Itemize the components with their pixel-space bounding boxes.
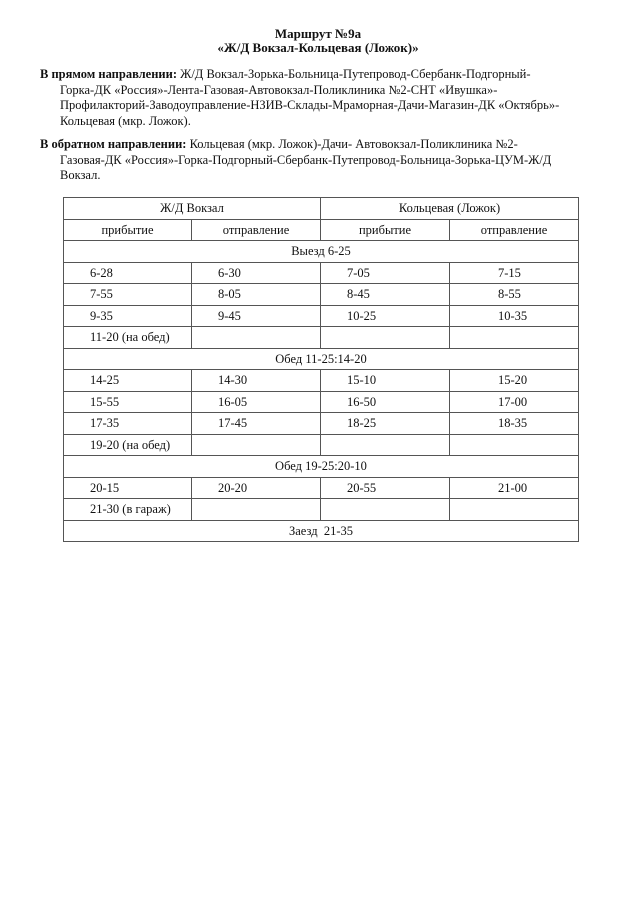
lunch-cell-1: Обед 11-25:14-20: [64, 348, 579, 370]
time-value: 21-00: [498, 480, 528, 495]
table-row: [64, 284, 579, 306]
stops-header-row: [64, 198, 579, 220]
time-cell: 15-55: [64, 391, 192, 413]
lunch-note-cell: 19-20 (на обед): [64, 434, 192, 456]
table-row: [64, 413, 579, 435]
departure-header-a: отправление: [192, 219, 321, 241]
stop-a-header: Ж/Д Вокзал: [64, 198, 321, 220]
time-cell: [450, 477, 579, 499]
time-cell: 6-30: [192, 262, 321, 284]
reverse-text-line-1: Кольцевая (мкр. Ложок)-Дачи- Автовокзал-Поликлиника №2-: [189, 137, 518, 151]
route-subtitle: «Ж/Д Вокзал-Кольцевая (Ложок)»: [217, 40, 419, 55]
time-cell: 17-45: [192, 413, 321, 435]
section-row: [64, 456, 579, 478]
time-cell: 14-30: [192, 370, 321, 392]
reverse-text-line-3: Вокзал.: [60, 168, 101, 182]
time-cell: [450, 370, 579, 392]
time-cell: 7-55: [64, 284, 192, 306]
time-cell: 9-35: [64, 305, 192, 327]
departure-header-b: отправление: [450, 219, 579, 241]
table-row: [64, 391, 579, 413]
time-cell: 16-05: [192, 391, 321, 413]
table-row: [64, 305, 579, 327]
time-cell: 7-05: [321, 262, 450, 284]
section-row: [64, 241, 579, 263]
time-value: 7-15: [498, 265, 521, 280]
table-row: [64, 370, 579, 392]
time-value: 17-00: [498, 394, 528, 409]
time-cell: [450, 305, 579, 327]
empty-cell: [192, 327, 321, 349]
time-cell: [450, 413, 579, 435]
reverse-text-line-2: Газовая-ДК «Россия»-Горка-Подгорный-Сбербанк-Путепровод-Больница-Зорька-ЦУМ-Ж/Д: [60, 152, 552, 167]
lunch-cell-2: Обед 19-25:20-10: [64, 456, 579, 478]
time-value: 8-55: [498, 287, 521, 302]
time-cell: 10-25: [321, 305, 450, 327]
time-cell: 15-10: [321, 370, 450, 392]
forward-direction: [40, 67, 600, 129]
time-cell: 16-50: [321, 391, 450, 413]
time-cell: 20-20: [192, 477, 321, 499]
time-value: 15-20: [498, 373, 528, 388]
table-row: [64, 327, 579, 349]
time-cell: 8-05: [192, 284, 321, 306]
time-cell: 9-45: [192, 305, 321, 327]
time-cell: [450, 391, 579, 413]
empty-cell: [321, 499, 450, 521]
empty-cell: [321, 327, 450, 349]
time-cell: 20-55: [321, 477, 450, 499]
empty-cell: [450, 499, 579, 521]
section-row: [64, 348, 579, 370]
time-cell: 18-25: [321, 413, 450, 435]
time-cell: 6-28: [64, 262, 192, 284]
empty-cell: [192, 434, 321, 456]
stop-b-header: Кольцевая (Ложок): [321, 198, 579, 220]
reverse-label: В обратном направлении:: [40, 137, 187, 151]
arrival-header-b: прибытие: [321, 219, 450, 241]
time-value: 18-35: [498, 416, 528, 431]
time-cell: 8-45: [321, 284, 450, 306]
section-row: [64, 520, 579, 542]
garage-note-cell: 21-30 (в гараж): [64, 499, 192, 521]
time-cell: 20-15: [64, 477, 192, 499]
route-title: Маршрут №9а: [274, 26, 362, 41]
arrival-header-a: прибытие: [64, 219, 192, 241]
empty-cell: [450, 434, 579, 456]
time-value: 10-35: [498, 308, 528, 323]
forward-text-line-2: Горка-ДК «Россия»-Лента-Газовая-Автовокзал-Поликлиника №2-СНТ «Ивушка»-: [60, 82, 498, 97]
empty-cell: [450, 327, 579, 349]
table-row: [64, 477, 579, 499]
return-in-cell: Заезд 21-35: [64, 520, 579, 542]
columns-header-row: [64, 219, 579, 241]
lunch-note-cell: 11-20 (на обед): [64, 327, 192, 349]
time-cell: 17-35: [64, 413, 192, 435]
forward-text-line-1: Ж/Д Вокзал-Зорька-Больница-Путепровод-Сбербанк-Подгорный-: [180, 67, 531, 81]
forward-text-line-3: Профилакторий-Заводоуправление-НЗИВ-Склады-Мраморная-Дачи-Магазин-ДК «Октябрь»-: [60, 98, 560, 112]
time-cell: 14-25: [64, 370, 192, 392]
empty-cell: [321, 434, 450, 456]
empty-cell: [192, 499, 321, 521]
time-cell: [450, 284, 579, 306]
time-cell: [450, 262, 579, 284]
table-row: [64, 499, 579, 521]
reverse-direction: [40, 137, 600, 184]
forward-text-line-4: Кольцевая (мкр. Ложок).: [60, 113, 191, 128]
schedule-table: [63, 197, 579, 542]
table-row: [64, 262, 579, 284]
forward-label: В прямом направлении:: [40, 67, 177, 81]
departure-out-cell: Выезд 6-25: [64, 241, 579, 263]
table-row: [64, 434, 579, 456]
